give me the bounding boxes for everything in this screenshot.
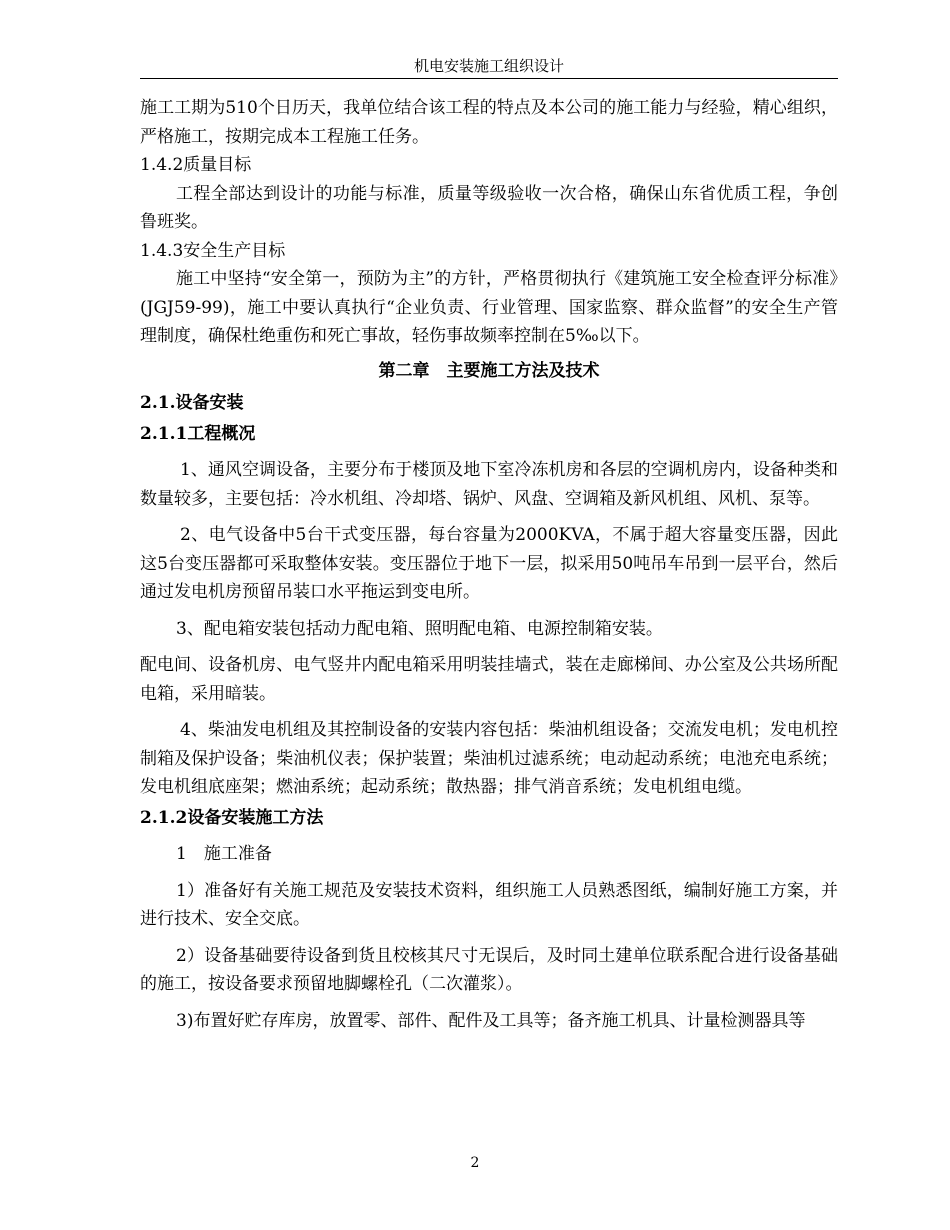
paragraph-item-3: 3、配电箱安装包括动力配电箱、照明配电箱、电源控制箱安装。: [176, 618, 663, 639]
paragraph-safety-goal: 施工中坚持“安全第一，预防为主”的方针，严格贯彻执行《建筑施工安全检查评分标准》(JGJ59-99)，施工中要认真执行“企业负责、行业管理、国家监察、群众监督”的安全生产管理制度，确保杜绝重伤和死亡事故，轻伤事故频率控制在5‰以下。: [140, 269, 838, 346]
heading-safety-goal: 1.4.3安全生产目标: [140, 240, 286, 261]
heading-quality-goal: 1.4.2质量目标: [140, 155, 252, 175]
paragraph-item-2: 2、电气设备中5台干式变压器，每台容量为2000KVA，不属于超大容量变压器，因此这5台变压器都可采取整体安装。变压器位于地下一层，拟采用50吨吊车吊到一层平台，然后通过发电机房预留吊装口水平拖运到变电所。: [140, 525, 838, 602]
paragraph-item-3b: 配电间、设备机房、电气竖井内配电箱采用明装挂墙式，装在走廊梯间、办公室及公共场所配电箱，采用暗装。: [140, 655, 838, 704]
heading-2-1: 2.1.设备安装: [140, 393, 244, 413]
chapter-title: 第二章 主要施工方法及技术: [378, 360, 600, 381]
paragraph-quality-goal: 工程全部达到设计的功能与标准，质量等级验收一次合格，确保山东省优质工程，争创鲁班奖。: [140, 183, 838, 232]
page-number: 2: [470, 1155, 480, 1171]
paragraph-item-1: 1、通风空调设备，主要分布于楼顶及地下室冷冻机房和各层的空调机房内，设备种类和数量较多，主要包括：冷水机组、冷却塔、锅炉、风盘、空调箱及新风机组、风机、泵等。: [140, 460, 838, 509]
header-divider: [140, 78, 838, 79]
paragraph-prep-2: 2）设备基础要待设备到货且校核其尺寸无误后，及时同土建单位联系配合进行设备基础的施工，按设备要求预留地脚螺栓孔（二次灌浆）。: [140, 945, 838, 994]
paragraph-item-4: 4、柴油发电机组及其控制设备的安装内容包括：柴油机组设备；交流发电机；发电机控制箱及保护设备；柴油机仪表；保护装置；柴油机过滤系统；电动起动系统；电池充电系统；发电机组底座架；燃油系统；起动系统；散热器；排气消音系统；发电机组电缆。: [140, 720, 838, 797]
paragraph-prep-3: 3)布置好贮存库房，放置零、部件、配件及工具等；备齐施工机具、计量检测器具等: [176, 1010, 806, 1031]
heading-2-1-1: 2.1.1工程概况: [140, 423, 256, 444]
paragraph-prep-1: 1）准备好有关施工规范及安装技术资料，组织施工人员熟悉图纸，编制好施工方案，并进行技术、安全交底。: [140, 880, 838, 929]
paragraph-schedule: 施工工期为510个日历天，我单位结合该工程的特点及本公司的施工能力与经验，精心组织，严格施工，按期完成本工程施工任务。: [140, 98, 838, 147]
page-header: 机电安装施工组织设计: [413, 57, 564, 75]
paragraph-preparation: 1 施工准备: [176, 844, 272, 864]
document-body: [140, 94, 838, 1035]
heading-2-1-2: 2.1.2设备安装施工方法: [140, 807, 324, 828]
